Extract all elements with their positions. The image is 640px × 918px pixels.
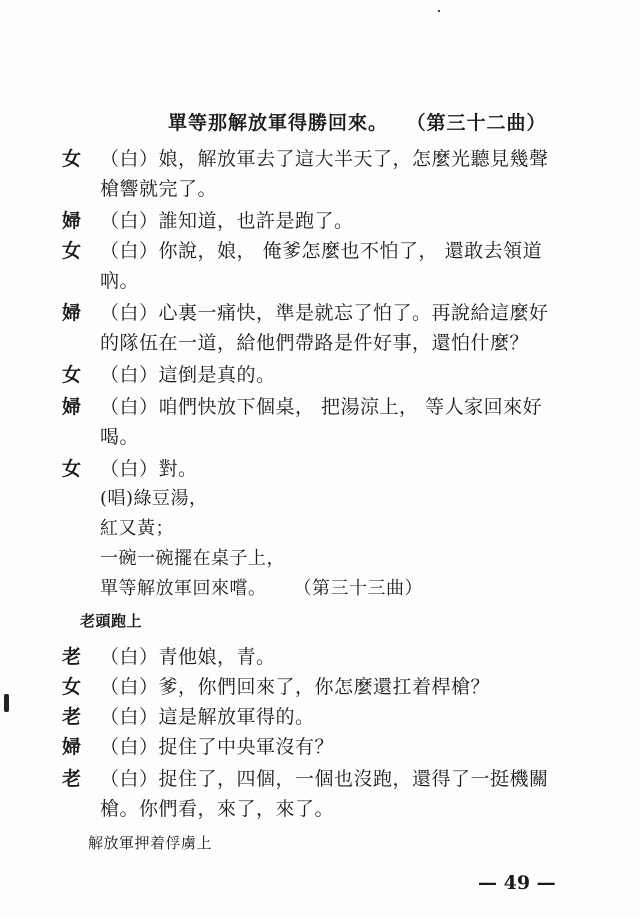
speaker-label: 婦 [62,396,82,418]
speaker-label: 女 [62,240,82,262]
dialogue-text: （白）對。 [100,458,198,480]
song-lyric: 單等解放軍回來嚐。 [100,578,267,599]
song-heading-text: 單等那解放軍得勝回來。 [168,112,389,134]
speaker-label: 老 [62,706,82,728]
song-lyric: 紅又黃； [100,518,174,539]
dialogue-text-cont: 喝。 [100,426,140,448]
song-lyric: (唱)綠豆湯， [100,488,208,509]
speaker-label: 婦 [62,736,82,758]
speaker-label: 女 [62,364,82,386]
speaker-label: 女 [62,458,82,480]
speaker-label: 女 [62,148,82,170]
dialogue-text-cont: 槍響就完了。 [100,178,218,200]
dialogue-text: （白）青他娘，青。 [100,646,276,668]
tune-number: （第三十二曲） [416,112,547,134]
dialogue-text: （白）你說，娘， 俺爹怎麼也不怕了， 還敢去領道 [100,240,543,262]
speaker-label: 婦 [62,302,82,324]
song-heading-line [168,108,547,135]
scan-dot [438,10,440,12]
dialogue-text: （白）咱們快放下個桌， 把湯涼上， 等人家回來好 [100,396,543,418]
stage-direction: 老頭跑上 [80,612,143,630]
dialogue-text: （白）這倒是真的。 [100,364,276,386]
dialogue-text-cont: 吶。 [100,270,140,292]
dialogue-text: （白）爹，你們回來了，你怎麼還扛着桿槍？ [100,676,491,698]
dialogue-text: （白）捉住了中央軍沒有？ [100,736,335,758]
page-number: — 49 — [478,872,556,894]
dialogue-text-cont: 槍。你們看，來了，來了。 [100,798,335,820]
dialogue-text: （白）這是解放軍得的。 [100,706,315,728]
speaker-label: 老 [62,646,82,668]
dialogue-text: （白）捉住了，四個，一個也沒跑，還得了一挺機關 [100,768,549,790]
song-lyric: 一碗一碗擺在桌子上， [100,548,285,569]
song-lyric-with-tune [100,574,423,604]
speaker-label: 女 [62,676,82,698]
speaker-label: 老 [62,768,82,790]
dialogue-text: （白）娘，解放軍去了這大半天了，怎麼光聽見幾聲 [100,148,549,170]
dialogue-text: （白）誰知道，也許是跑了。 [100,210,354,232]
dialogue-text-cont: 的隊伍在一道，給他們帶路是件好事，還怕什麼？ [100,332,530,354]
dialogue-text: （白）心裏一痛快，準是就忘了怕了。再說給這麼好 [100,302,549,324]
scan-speck [4,694,9,712]
stage-direction: 解放軍押着俘虜上 [88,834,213,852]
speaker-label: 婦 [62,210,82,232]
tune-number: （第三十三曲） [302,578,423,599]
